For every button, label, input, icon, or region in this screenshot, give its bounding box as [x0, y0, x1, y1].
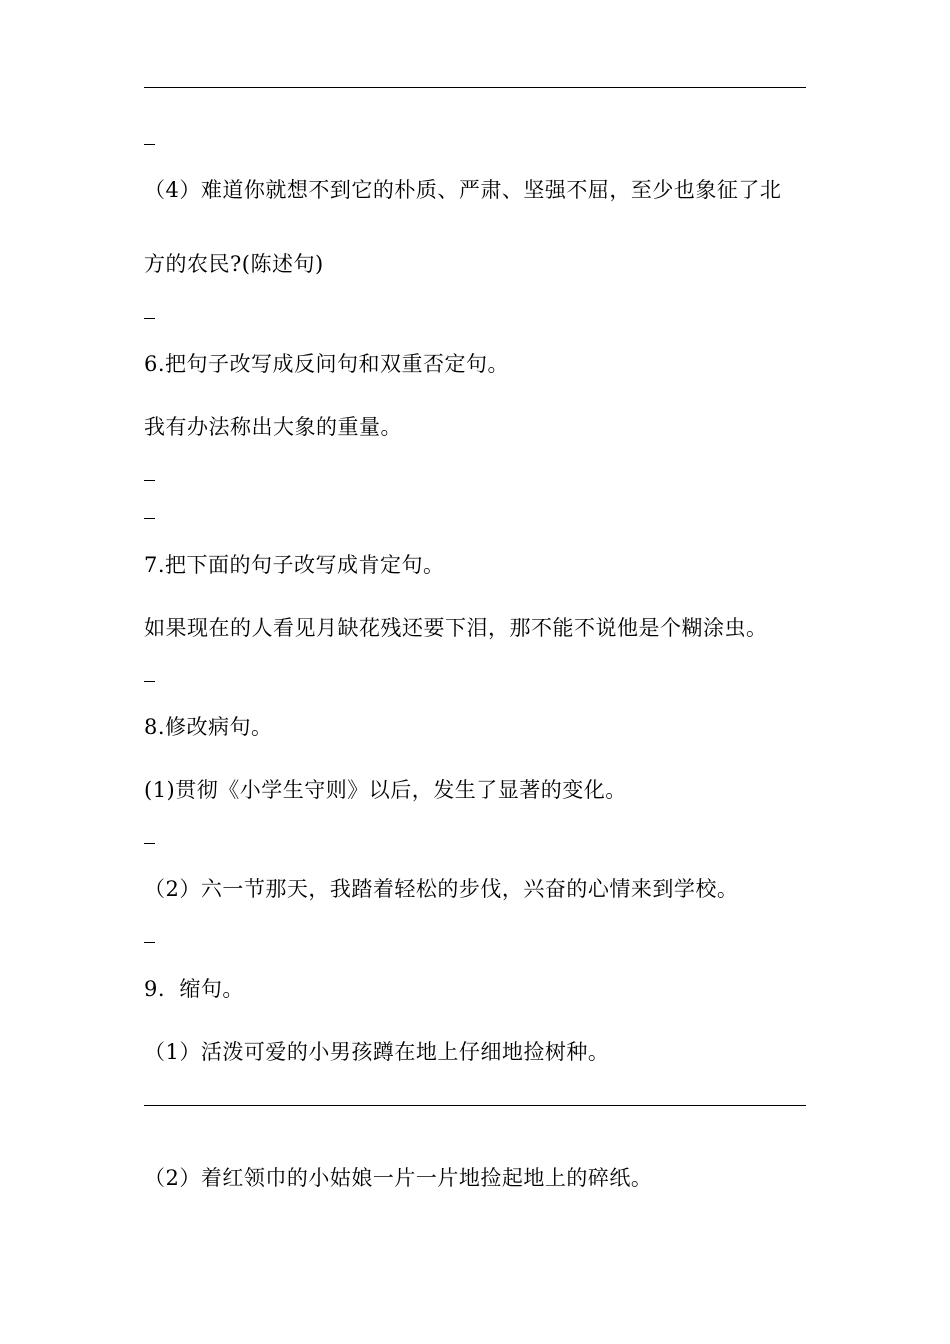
question-7-heading: 7.把下面的句子改写成肯定句。 [144, 553, 445, 577]
question-8-item-1: (1)贯彻《小学生守则》以后，发生了显著的变化。 [144, 778, 627, 802]
answer-blank [144, 942, 155, 943]
question-9-item-2: （2）着红领巾的小姑娘一片一片地捡起地上的碎纸。 [144, 1166, 653, 1190]
question-6-sentence: 我有办法称出大象的重量。 [144, 415, 402, 439]
answer-blank [144, 144, 155, 145]
answer-blank [144, 843, 155, 844]
question-8-item-2: （2）六一节那天，我踏着轻松的步伐，兴奋的心情来到学校。 [144, 877, 739, 901]
question-8-heading: 8.修改病句。 [144, 715, 273, 739]
answer-blank [144, 681, 155, 682]
top-answer-line [144, 87, 806, 88]
question-9-item-1: （1）活泼可爱的小男孩蹲在地上仔细地捡树种。 [144, 1040, 610, 1064]
question-6-heading: 6.把句子改写成反问句和双重否定句。 [144, 352, 510, 376]
question-9-heading: 9. 缩句。 [144, 977, 244, 1001]
answer-line [144, 1105, 806, 1106]
answer-blank [144, 518, 155, 519]
answer-blank [144, 318, 155, 319]
question-7-sentence: 如果现在的人看见月缺花残还要下泪，那不能不说他是个糊涂虫。 [144, 616, 768, 640]
question-4-line-2: 方的农民?(陈述句) [144, 252, 324, 276]
question-4-line-1: （4）难道你就想不到它的朴质、严肃、坚强不屈，至少也象征了北 [144, 178, 782, 202]
answer-blank [144, 480, 155, 481]
